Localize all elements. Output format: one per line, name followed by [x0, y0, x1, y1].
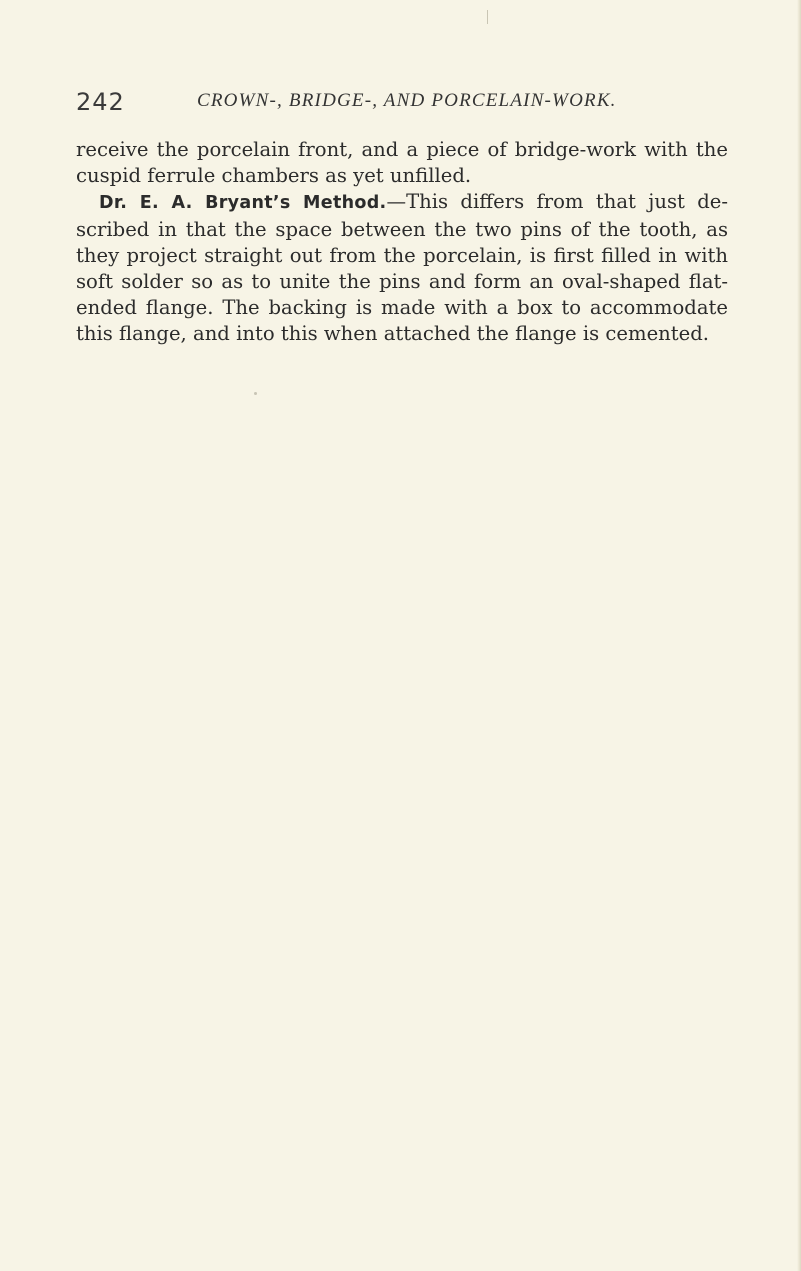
- page-header: [76, 86, 726, 116]
- page-mark: [487, 10, 488, 24]
- page-edge: [797, 0, 801, 1271]
- section-heading: Dr. E. A. Bryant’s Method.: [99, 193, 387, 214]
- page-number: 242: [76, 88, 125, 116]
- paragraph-bryant-method: [76, 189, 728, 347]
- paragraph-continuation: receive the porcelain front, and a piece of bridge-work with the cuspid ferrule chambers as yet unfilled.: [76, 138, 728, 188]
- paragraph-text: —This differs from that just de- scribed in that the space between the two pins of the tooth, as they project straight out from the porcelain, is first filled in with soft solder so as to unite the pins and form an oval-shaped flat- ended flange. The backing is made with a box to accommodate this flange, and into this when attached the flange is cemented.: [76, 190, 728, 346]
- running-head: CROWN-, BRIDGE-, AND PORCELAIN-WORK.: [197, 90, 617, 111]
- speck: [254, 392, 257, 395]
- body-text: [76, 137, 728, 348]
